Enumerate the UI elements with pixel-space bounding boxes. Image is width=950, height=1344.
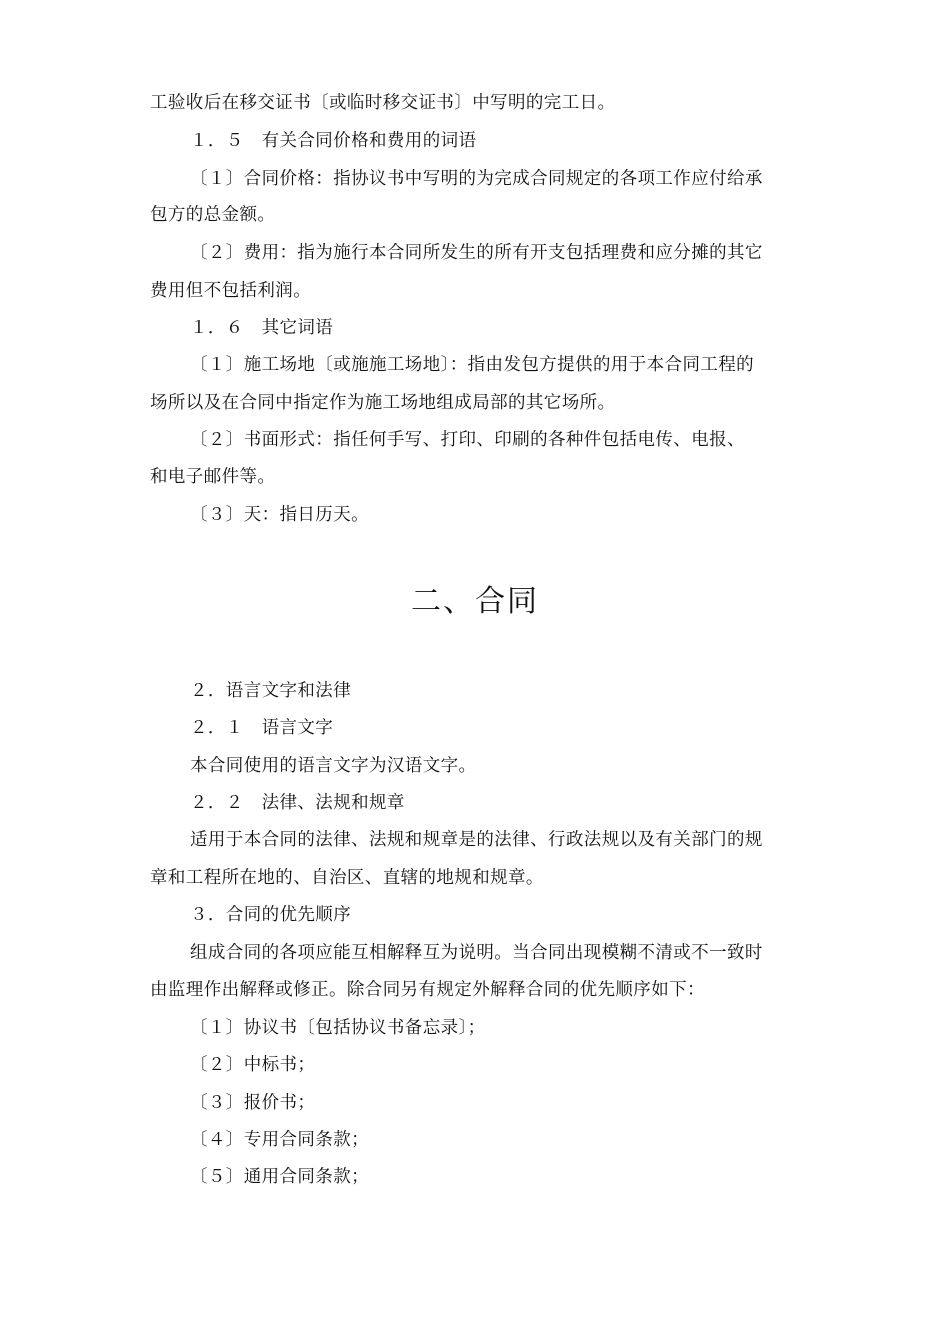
list-item: 〔５〕通用合同条款；: [190, 1167, 369, 1187]
paragraph-line: 适用于本合同的法律、法规和规章是的法律、行政法规以及有关部门的规: [190, 830, 763, 850]
paragraph-line: 场所以及在合同中指定作为施工场地组成局部的其它场所。: [150, 393, 616, 413]
paragraph-line: 〔１〕施工场地〔或施施工场地〕：指由发包方提供的用于本合同工程的: [190, 355, 755, 375]
heading-3: ３．合同的优先顺序: [190, 905, 352, 925]
heading-2-2: ２．２ 法律、法规和规章: [190, 793, 405, 813]
paragraph-line: 〔３〕天：指日历天。: [190, 505, 369, 525]
paragraph-line: 章和工程所在地的、自治区、直辖的地规和规章。: [150, 868, 544, 888]
heading-1-6: １．６ 其它词语: [190, 318, 334, 338]
paragraph-line: 本合同使用的语言文字为汉语文字。: [190, 756, 477, 776]
list-item: 〔３〕报价书；: [190, 1093, 316, 1113]
section-title: 二、合同: [411, 584, 539, 619]
list-item: 〔４〕专用合同条款；: [190, 1130, 369, 1150]
heading-2: ２．语言文字和法律: [190, 681, 352, 701]
list-item: 〔１〕协议书〔包括协议书备忘录〕；: [190, 1018, 486, 1038]
continuation-line: 工验收后在移交证书〔或临时移交证书〕中写明的完工日。: [150, 93, 616, 113]
paragraph-line: 包方的总金额。: [150, 205, 276, 225]
paragraph-line: 和电子邮件等。: [150, 467, 276, 487]
paragraph-line: 〔２〕费用：指为施行本合同所发生的所有开支包括理费和应分摊的其它: [190, 243, 763, 263]
paragraph-line: 费用但不包括利润。: [150, 281, 312, 301]
paragraph-line: 〔２〕书面形式：指任何手写、打印、印刷的各种件包括电传、电报、: [190, 430, 745, 450]
paragraph-line: 组成合同的各项应能互相解释互为说明。当合同出现模糊不清或不一致时: [190, 943, 763, 963]
heading-1-5: １．５ 有关合同价格和费用的词语: [190, 131, 477, 151]
paragraph-line: 由监理作出解释或修正。除合同另有规定外解释合同的优先顺序如下：: [150, 980, 705, 1000]
paragraph-line: 〔１〕合同价格：指协议书中写明的为完成合同规定的各项工作应付给承: [190, 169, 763, 189]
heading-2-1: ２．１ 语言文字: [190, 718, 334, 738]
list-item: 〔２〕中标书；: [190, 1055, 316, 1075]
